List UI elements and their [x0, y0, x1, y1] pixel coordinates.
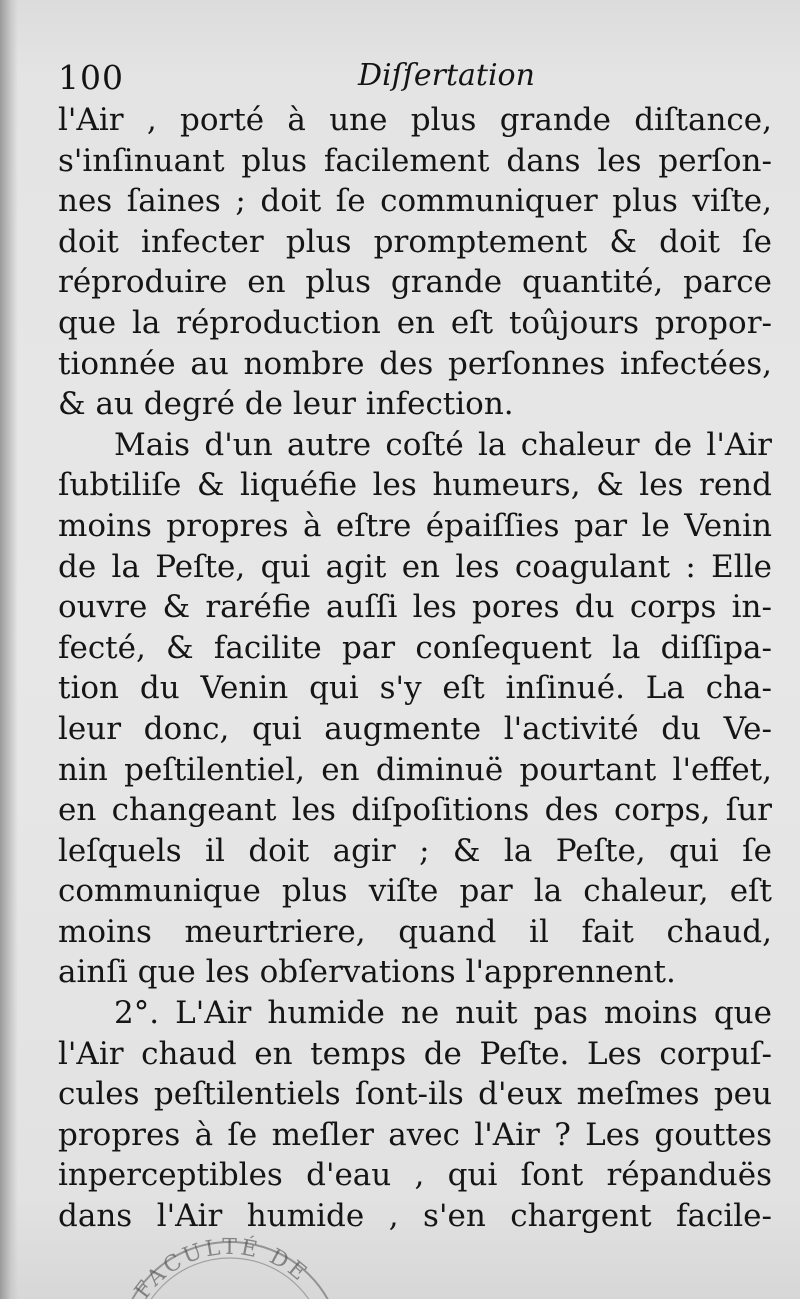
- text-line: leſquels il doit agir ; & la Peſte, qui ſe: [58, 832, 772, 869]
- page-number: 100: [58, 58, 124, 97]
- svg-text:FACULTÉ DE: [130, 1234, 313, 1299]
- text-line: l'Air , porté à une plus grande diſtance,: [58, 102, 772, 138]
- text-line: réproduire en plus grande quantité, parce: [58, 264, 772, 301]
- text-line: Mais d'un autre coſté la chaleur de l'Air: [114, 426, 772, 463]
- text-line: moins meurtriere, quand il fait chaud,: [58, 913, 772, 950]
- text-line: ouvre & raréfie auſſi les pores du corps in-: [58, 589, 772, 626]
- text-line: ſubtiliſe & liquéfie les humeurs, & les rend: [58, 467, 772, 504]
- text-line: de la Peſte, qui agit en les coagulant : Elle: [58, 548, 772, 585]
- text-line: tion du Venin qui s'y eſt inſinué. La cha-: [58, 670, 772, 707]
- running-title: Diſſertation: [358, 58, 535, 93]
- text-line: communique plus viſte par la chaleur, eſt: [58, 873, 772, 910]
- text-line: inperceptibles d'eau , qui ſont répanduës: [58, 1157, 772, 1194]
- page-header: [58, 50, 772, 100]
- body-text: [58, 100, 772, 1237]
- text-line: leur donc, qui augmente l'activité du Ve-: [58, 710, 772, 747]
- text-line: 2°. L'Air humide ne nuit pas moins que: [114, 995, 772, 1032]
- text-line: nes ſaines ; doit ſe communiquer plus viſte,: [58, 183, 772, 220]
- text-line: fecté, & facilite par conſequent la diſſipa-: [58, 629, 772, 666]
- text-line: en changeant les diſpoſitions des corps, ſur: [58, 792, 772, 829]
- text-line: s'inſinuant plus facilement dans les perſon-: [58, 142, 772, 179]
- stamp-text: FACULTÉ DE: [130, 1234, 314, 1299]
- text-line: cules peſtilentiels ſont-ils d'eux meſmes peu: [58, 1076, 772, 1113]
- text-line: moins propres à eſtre épaiſſies par le Venin: [58, 507, 772, 544]
- text-line: propres à ſe meſler avec l'Air ? Les gouttes: [58, 1116, 772, 1153]
- text-line: & au degré de leur infection.: [58, 386, 514, 423]
- text-line: l'Air chaud en temps de Peſte. Les corpuſ-: [58, 1035, 772, 1072]
- page-gutter-shadow: [0, 0, 18, 1299]
- library-stamp: [100, 1234, 360, 1299]
- text-line: que la réproduction en eſt toûjours propor-: [58, 304, 772, 341]
- text-line: ainſi que les obſervations l'apprennent.: [58, 954, 676, 991]
- text-line: tionnée au nombre des perſonnes infectées,: [58, 345, 772, 382]
- text-line: nin peſtilentiel, en diminuë pourtant l'effet,: [58, 751, 772, 788]
- text-line: dans l'Air humide , s'en chargent facile-: [58, 1198, 772, 1235]
- text-line: doit infecter plus promptement & doit ſe: [58, 223, 772, 260]
